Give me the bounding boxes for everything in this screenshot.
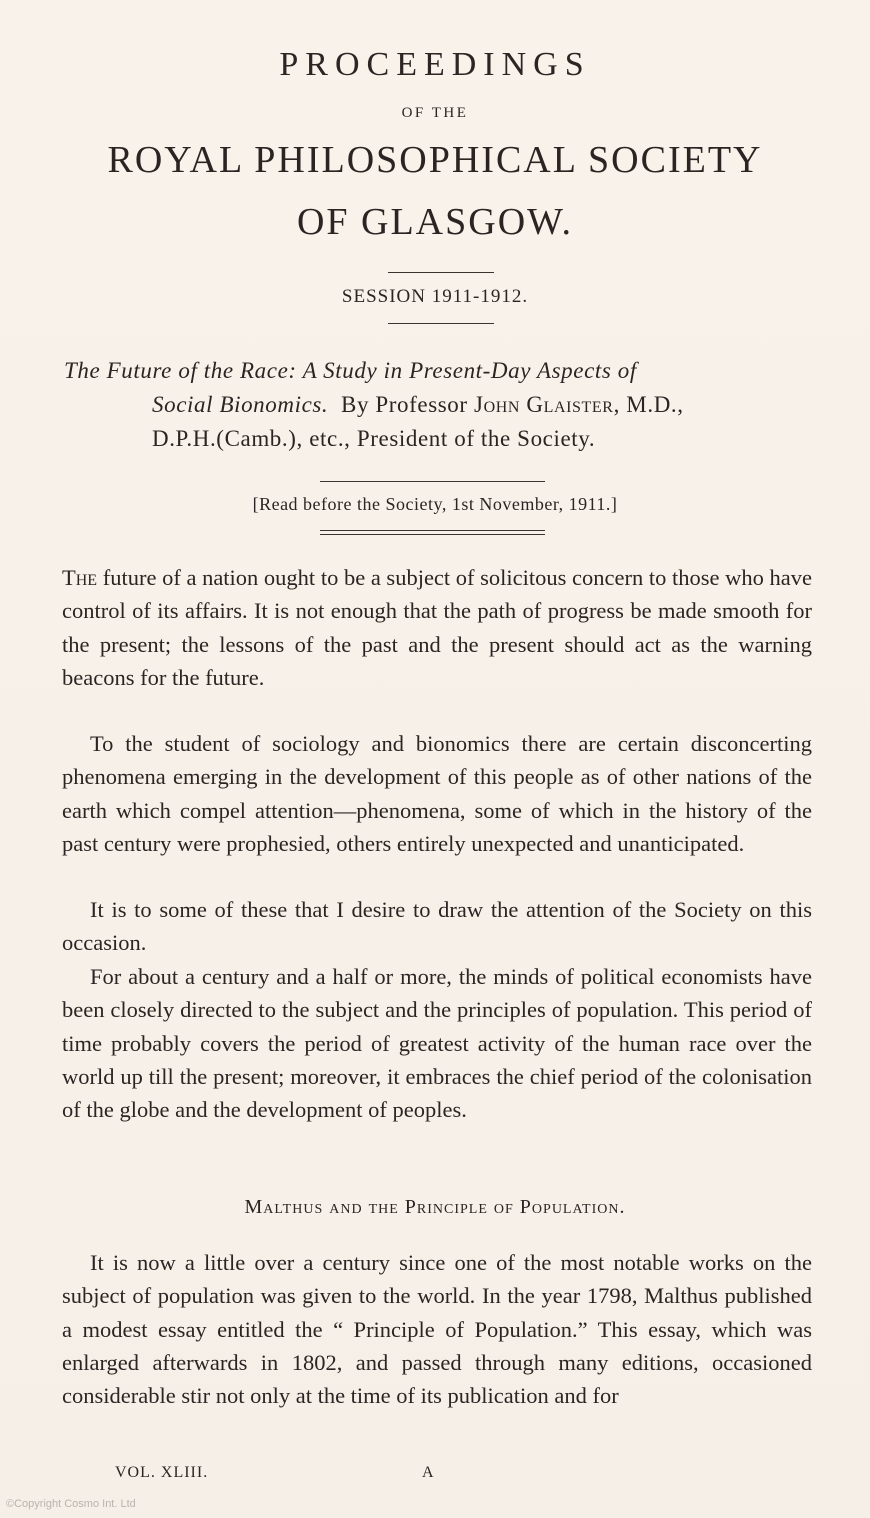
paragraph-4 [62, 960, 812, 1126]
divider-rule [388, 323, 494, 324]
article-title [64, 354, 824, 456]
proceedings-heading: PROCEEDINGS [279, 46, 591, 83]
divider-rule [320, 481, 545, 482]
read-note: [Read before the Society, 1st November, 1911.] [252, 494, 618, 514]
paragraph-2 [62, 727, 812, 860]
paragraph-3-text: It is to some of these that I desire to draw the attention of the Society on this occasion. [62, 897, 812, 956]
paragraph-5 [62, 1246, 812, 1412]
paragraph-1 [62, 561, 812, 694]
paragraph-4-text: For about a century and a half or more, the minds of political economists have been closely directed to the subject and the principles of population. This period of time probably covers the period of greatest activity of the human race over the world up till the present; moreover, it embraces the chief period of the colonisation of the globe and the development of peoples. [62, 964, 812, 1123]
author-name: John Glaister [474, 392, 614, 417]
paragraph-5-text: It is now a little over a century since one of the most notable works on the subject of population was given to the world. In the year 1798, Malthus published a modest essay entitled the “ Principle of Population.” This essay, which was enlarged afterwards in 1802, and passed through many editions, occasioned considerable stir not only at the time of its publication and for [62, 1250, 812, 1409]
paragraph-1-text: future of a nation ought to be a subject of solicitous concern to those who have control of its affairs. It is not enough that the path of progress be made smooth for the present; the lessons of the past and the present should act as the warning beacons for the future. [62, 565, 812, 690]
paragraph-2-text: To the student of sociology and bionomics there are certain disconcerting phenomena emerging in the development of this people as of other nations of the earth which compel attention—phenomena, some of which in the history of the past century were prophesied, others entirely unexpected and unanticipated. [62, 731, 812, 856]
divider-rule [320, 534, 545, 535]
volume-label: VOL. XLIII. [115, 1464, 209, 1481]
signature-mark: A [422, 1464, 434, 1481]
article-title-line2: Social Bionomics. [152, 392, 329, 417]
session-heading: SESSION 1911-1912. [341, 286, 529, 307]
author-suffix: , M.D., [613, 392, 684, 417]
article-title-line1: The Future of the Race: A Study in Present-Day Aspects of [64, 358, 637, 383]
divider-rule [320, 530, 545, 531]
of-the-heading: OF THE [401, 105, 469, 121]
divider-rule [388, 272, 494, 273]
paragraph-3 [62, 893, 812, 960]
by-label: By Professor [341, 392, 468, 417]
author-credentials: D.P.H.(Camb.), etc., President of the Society. [152, 426, 596, 451]
section-heading: Malthus and the Principle of Population. [244, 1196, 626, 1218]
paragraph-lead-word: The [62, 565, 98, 590]
copyright-watermark: ©Copyright Cosmo Int. Ltd [6, 1498, 136, 1510]
society-name-line2: OF GLASGOW. [296, 201, 574, 243]
society-name-line1: ROYAL PHILOSOPHICAL SOCIETY [107, 139, 763, 181]
